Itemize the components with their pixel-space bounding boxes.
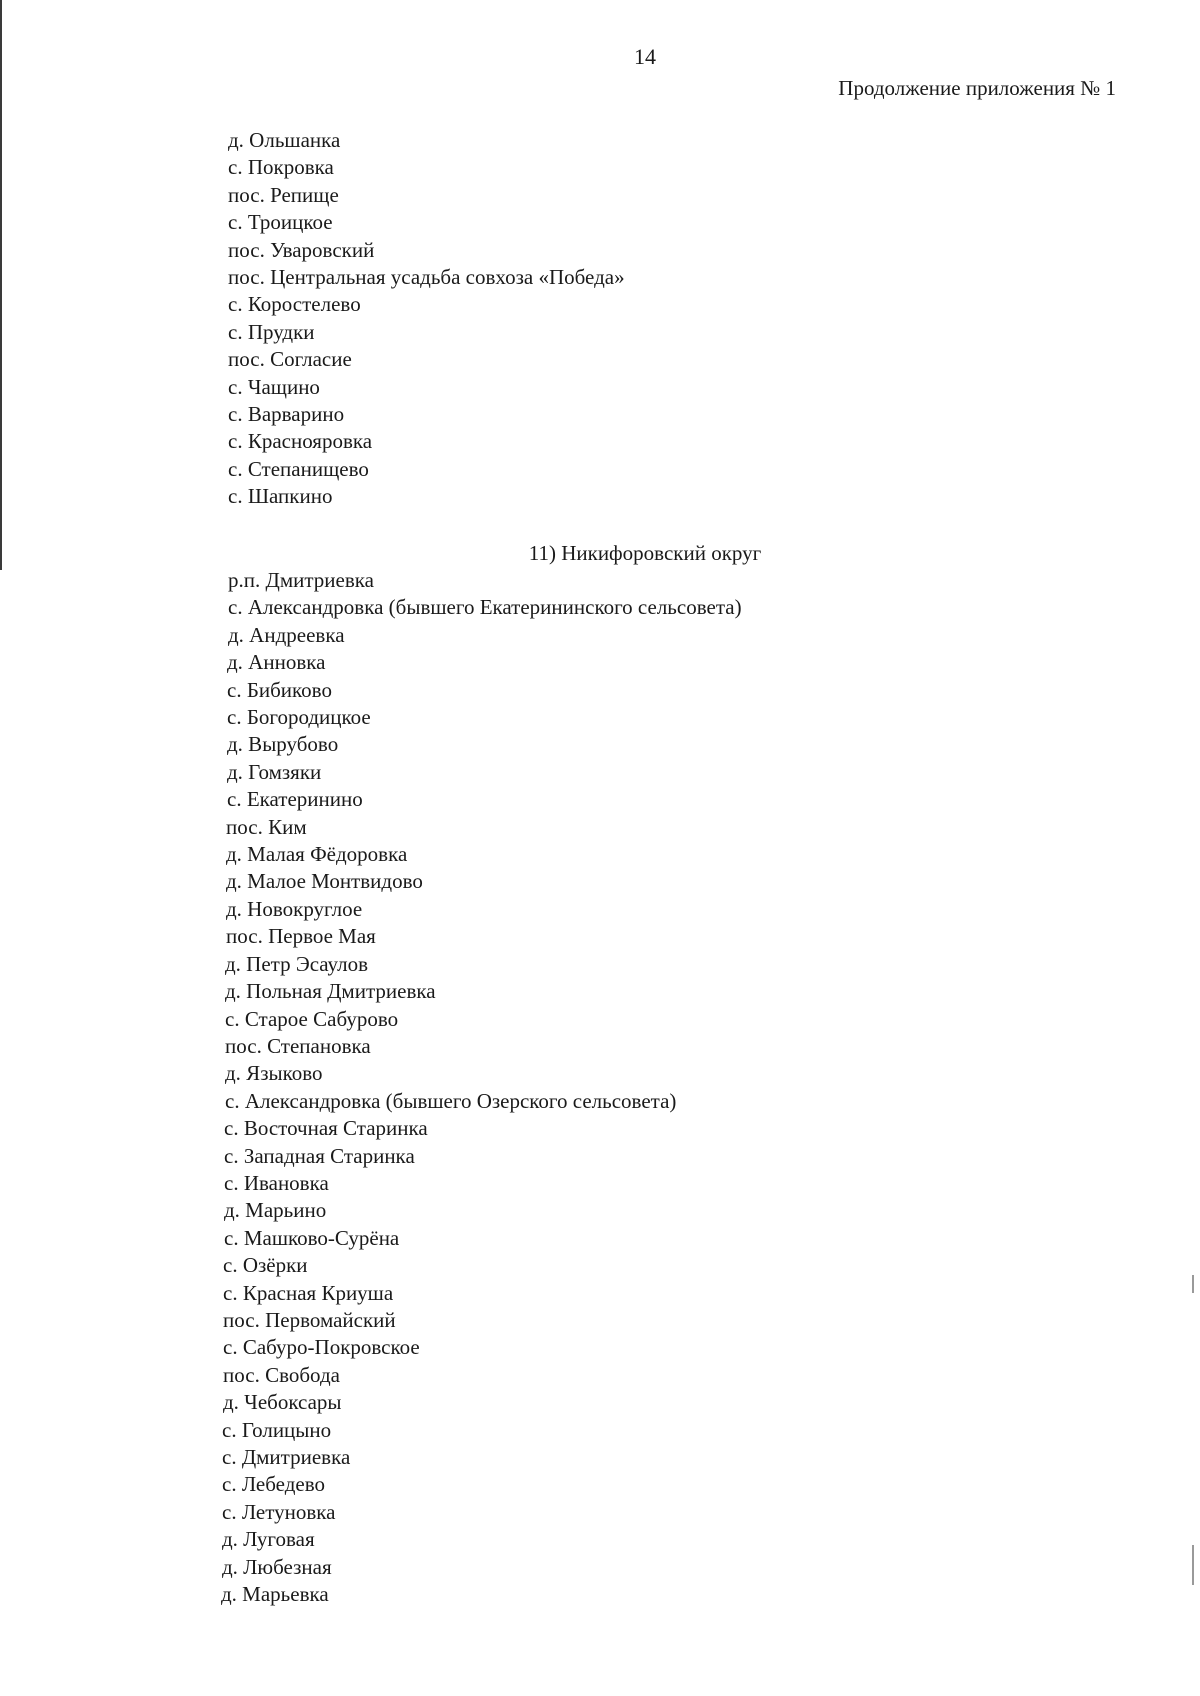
list-item: с. Красная Криуша: [223, 1280, 394, 1305]
list-item: д. Ольшанка: [228, 128, 341, 152]
list-item: с. Екатеринино: [227, 787, 363, 812]
list-item: пос. Первое Мая: [226, 924, 376, 949]
list-item: с. Бибиково: [227, 677, 332, 702]
list-item: р.п. Дмитриевка: [228, 568, 374, 592]
list-item: с. Покровка: [228, 155, 334, 180]
settlement-list: [228, 127, 625, 511]
list-item: д. Гомзяки: [227, 759, 322, 784]
list-item: пос. Свобода: [223, 1362, 340, 1387]
list-item: с. Дмитриевка: [222, 1445, 351, 1469]
list-item: с. Богородицкое: [227, 705, 371, 730]
list-item: д. Польная Дмитриевка: [225, 979, 436, 1004]
list-item: с. Голицыно: [222, 1417, 332, 1442]
list-item: с. Лебедево: [222, 1472, 325, 1497]
list-item: пос. Согласие: [228, 347, 352, 372]
list-item: пос. Репище: [228, 182, 339, 207]
list-item: с. Александровка (бывшего Озерского сельсовета): [225, 1088, 677, 1113]
appendix-continuation-label: Продолжение приложения № 1: [838, 76, 1116, 100]
list-item: д. Чебоксары: [223, 1390, 342, 1415]
list-item: с. Машково-Сурёна: [224, 1225, 400, 1250]
list-item: с. Троицкое: [228, 210, 333, 235]
list-item: д. Вырубово: [227, 732, 339, 757]
scan-artifact-mark: [1192, 1545, 1194, 1585]
list-item: пос. Центральная усадьба совхоза «Победа»: [228, 265, 625, 290]
list-item: д. Языково: [225, 1061, 323, 1086]
list-item: д. Андреевка: [228, 622, 345, 647]
list-item: д. Малая Фёдоровка: [226, 842, 408, 867]
list-item: с. Коростелево: [228, 292, 361, 317]
page-number: 14: [634, 44, 656, 69]
list-item: д. Петр Эсаулов: [225, 951, 369, 976]
list-item: пос. Ким: [226, 814, 307, 839]
section-heading: 11) Никифоровский округ: [528, 541, 762, 565]
list-item: с. Александровка (бывшего Екатерининского сельсовета): [228, 595, 742, 620]
settlement-list: [221, 567, 742, 1608]
list-item: пос. Первомайский: [223, 1307, 396, 1332]
list-item: пос. Степановка: [225, 1033, 371, 1058]
list-item: д. Луговая: [222, 1527, 315, 1552]
list-item: с. Ивановка: [224, 1170, 329, 1195]
list-item: с. Западная Старинка: [224, 1143, 415, 1168]
list-item: с. Прудки: [228, 319, 315, 344]
list-item: д. Новокруглое: [226, 896, 363, 921]
list-item: д. Марьевка: [221, 1582, 329, 1607]
scan-artifact-mark: [1192, 1275, 1194, 1293]
list-item: д. Малое Монтвидово: [226, 869, 423, 894]
scan-edge-line: [0, 0, 2, 570]
list-item: пос. Уваровский: [228, 237, 375, 262]
list-item: д. Марьино: [224, 1198, 327, 1223]
list-item: д. Анновка: [227, 650, 326, 675]
list-item: с. Степанищево: [228, 456, 369, 481]
list-item: с. Чащино: [228, 374, 320, 399]
list-item: д. Любезная: [222, 1554, 332, 1579]
list-item: с. Краснояровка: [228, 429, 373, 454]
list-item: с. Летуновка: [222, 1499, 336, 1524]
list-item: с. Старое Сабурово: [225, 1006, 399, 1031]
list-item: с. Шапкино: [228, 484, 333, 509]
list-item: с. Варварино: [228, 402, 345, 427]
list-item: с. Сабуро-Покровское: [223, 1335, 420, 1360]
list-item: с. Восточная Старинка: [224, 1116, 428, 1141]
list-item: с. Озёрки: [223, 1253, 308, 1278]
